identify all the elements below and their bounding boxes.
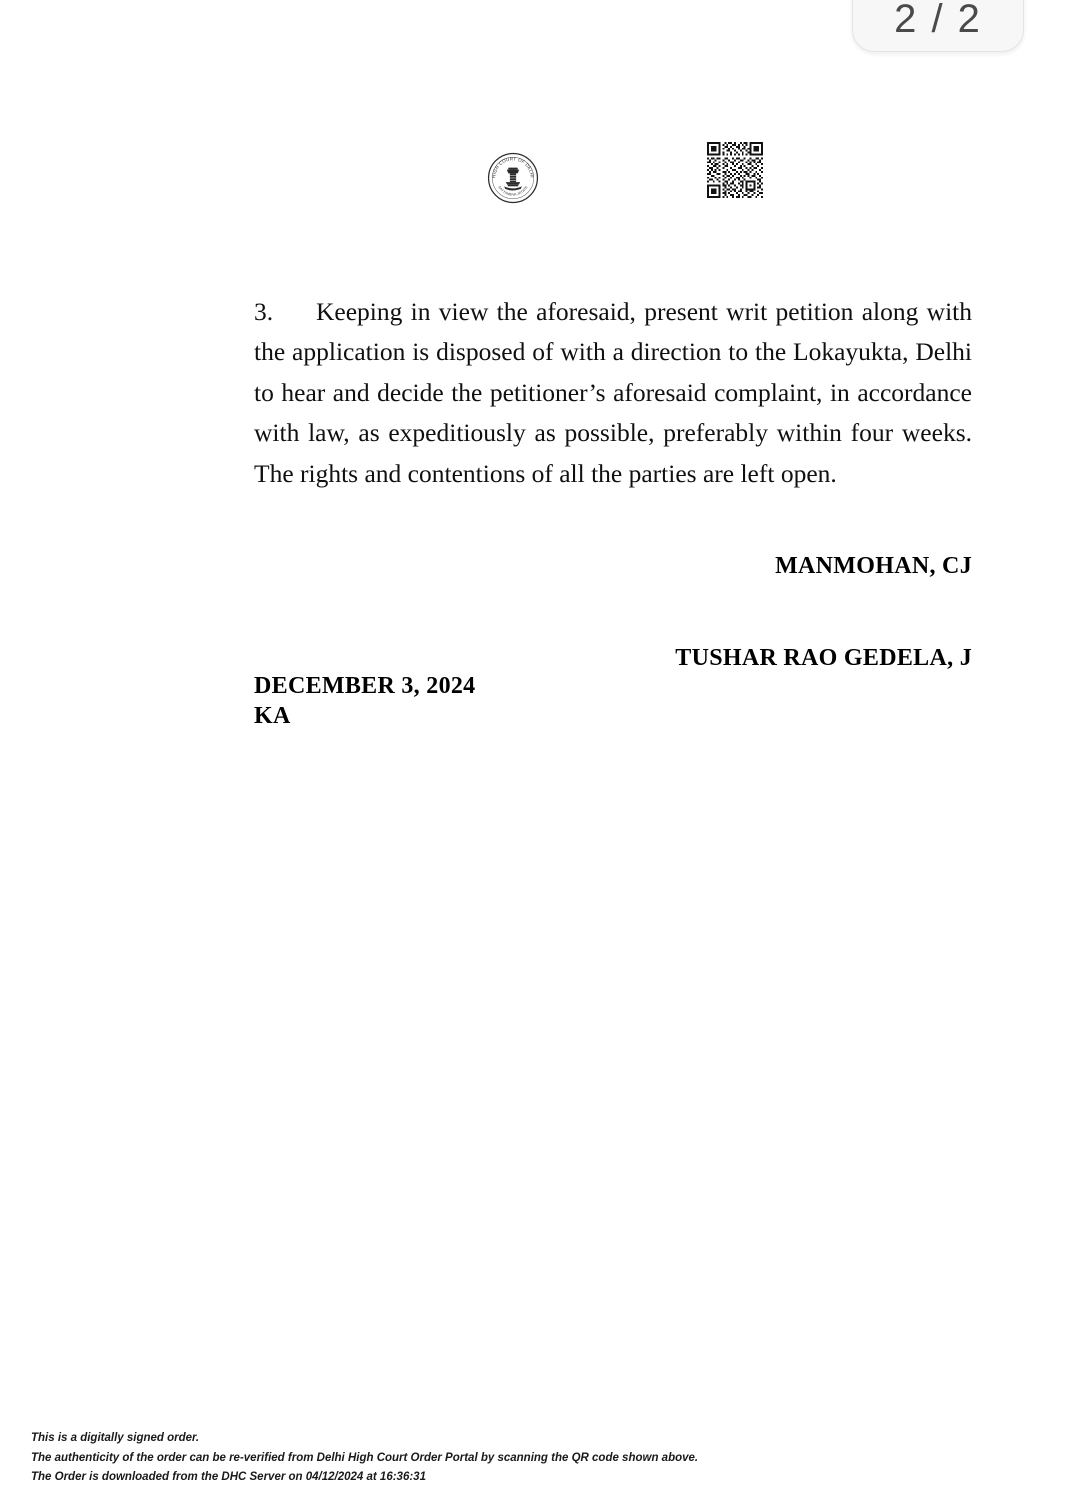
footer-line-authenticity: The authenticity of the order can be re-verified from Delhi High Court Order Portal by scanning the QR code shown above.: [31, 1451, 699, 1464]
signature-justice: TUSHAR RAO GEDELA, J: [675, 645, 972, 671]
qr-code-icon: [707, 142, 763, 198]
paragraph-text: Keeping in view the aforesaid, present writ petition along with the application is disposed of with a direction to the Lokayukta, Delhi to hear and decide the petitioner’s aforesaid complaint, in accordance with law, as expeditiously as possible, preferably within four weeks. The rights and contentions of all the parties are left open.: [254, 297, 972, 488]
order-body: [254, 292, 972, 494]
footer-line-signed: This is a digitally signed order.: [31, 1432, 200, 1444]
paragraph-3: [254, 292, 972, 494]
paragraph-number: 3.: [254, 297, 274, 326]
digital-signature-footer: [31, 1429, 698, 1488]
signature-chief-justice: MANMOHAN, CJ: [775, 553, 972, 579]
svg-text:SATYAMEVA JAYATE: SATYAMEVA JAYATE: [497, 185, 529, 197]
order-date: DECEMBER 3, 2024: [254, 673, 476, 699]
court-seal-icon: [487, 152, 539, 204]
page-indicator-badge: [852, 0, 1024, 52]
page-indicator-label: 2 / 2: [894, 0, 982, 41]
order-initials: KA: [254, 703, 291, 729]
footer-line-download: The Order is downloaded from the DHC Server on 04/12/2024 at 16:36:31: [31, 1471, 426, 1483]
order-date-block: [254, 671, 475, 731]
svg-text:HIGH COURT OF DELHI: HIGH COURT OF DELHI: [491, 156, 535, 179]
